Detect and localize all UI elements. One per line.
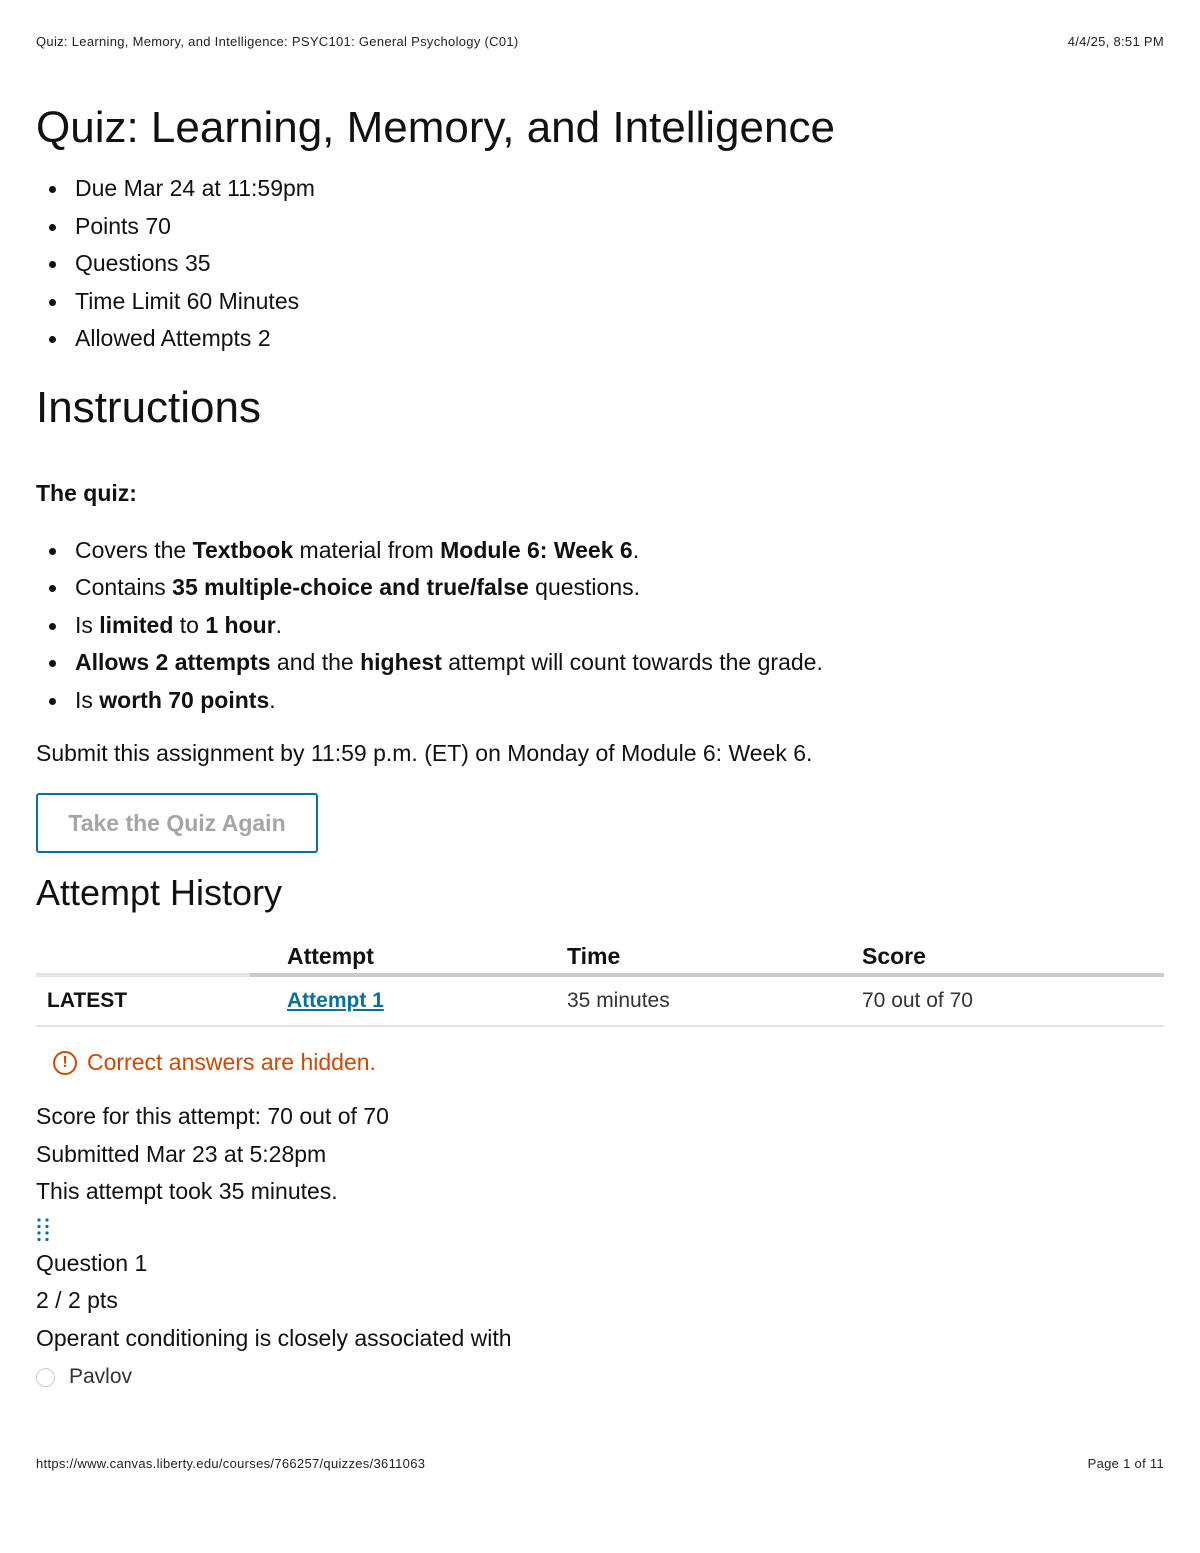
instruction-item: Is limited to 1 hour. — [36, 607, 1164, 645]
meta-due: Due Mar 24 at 11:59pm — [36, 170, 1164, 208]
submit-note: Submit this assignment by 11:59 p.m. (ET) on Monday of Module 6: Week 6. — [36, 740, 813, 766]
instructions-list — [36, 532, 1164, 720]
print-header-datetime: 4/4/25, 8:51 PM — [1067, 34, 1164, 49]
question-block — [36, 1245, 1164, 1358]
meta-time-limit: Time Limit 60 Minutes — [36, 283, 1164, 321]
quiz-content — [36, 100, 1164, 1389]
instructions-heading: Instructions — [36, 382, 261, 432]
meta-questions: Questions 35 — [36, 245, 1164, 283]
take-quiz-again-button[interactable]: Take the Quiz Again — [36, 793, 318, 853]
quiz-meta-list — [36, 170, 1164, 358]
drag-handle-icon[interactable] — [36, 1217, 50, 1243]
print-footer-url: https://www.canvas.liberty.edu/courses/766257/quizzes/3611063 — [36, 1456, 426, 1471]
table-row — [36, 977, 1164, 1027]
instructions-quiz-label: The quiz: — [36, 479, 137, 506]
column-score: Score — [862, 943, 926, 969]
print-header — [36, 34, 1164, 52]
attempt-link[interactable]: Attempt 1 — [287, 989, 384, 1012]
radio-icon[interactable] — [36, 1368, 55, 1387]
print-header-title: Quiz: Learning, Memory, and Intelligence: PSYC101: General Psychology (C01) — [36, 34, 519, 49]
print-footer-page: Page 1 of 11 — [1087, 1456, 1164, 1471]
warning-text: Correct answers are hidden. — [87, 1049, 376, 1075]
latest-tag: LATEST — [47, 989, 128, 1012]
answer-label: Pavlov — [69, 1365, 133, 1388]
column-attempt: Attempt — [287, 943, 374, 969]
question-number: Question 1 — [36, 1249, 148, 1276]
meta-allowed-attempts: Allowed Attempts 2 — [36, 320, 1164, 358]
page-title: Quiz: Learning, Memory, and Intelligence — [36, 103, 835, 152]
hidden-answers-warning — [53, 1049, 1164, 1076]
print-footer — [36, 1456, 1164, 1474]
meta-points: Points 70 — [36, 208, 1164, 246]
table-header — [36, 937, 1164, 973]
instruction-item: Allows 2 attempts and the highest attempt will count towards the grade. — [36, 644, 1164, 682]
attempt-score-line: Score for this attempt: 70 out of 70 — [36, 1103, 389, 1129]
attempt-duration-line: This attempt took 35 minutes. — [36, 1178, 338, 1204]
attempt-history-table — [36, 937, 1164, 1027]
instruction-item: Is worth 70 points. — [36, 682, 1164, 720]
attempt-history-heading: Attempt History — [36, 872, 283, 913]
instruction-item: Covers the Textbook material from Module 6: Week 6. — [36, 532, 1164, 570]
attempt-time: 35 minutes — [567, 989, 670, 1012]
question-points: 2 / 2 pts — [36, 1287, 118, 1313]
column-time: Time — [567, 943, 621, 969]
instruction-item: Contains 35 multiple-choice and true/false questions. — [36, 569, 1164, 607]
attempt-score: 70 out of 70 — [862, 989, 973, 1012]
answer-option[interactable] — [36, 1365, 1164, 1389]
warning-icon: ! — [53, 1051, 77, 1075]
question-text: Operant conditioning is closely associated with — [36, 1324, 512, 1351]
attempt-info — [36, 1098, 1164, 1211]
attempt-submitted-line: Submitted Mar 23 at 5:28pm — [36, 1140, 327, 1167]
